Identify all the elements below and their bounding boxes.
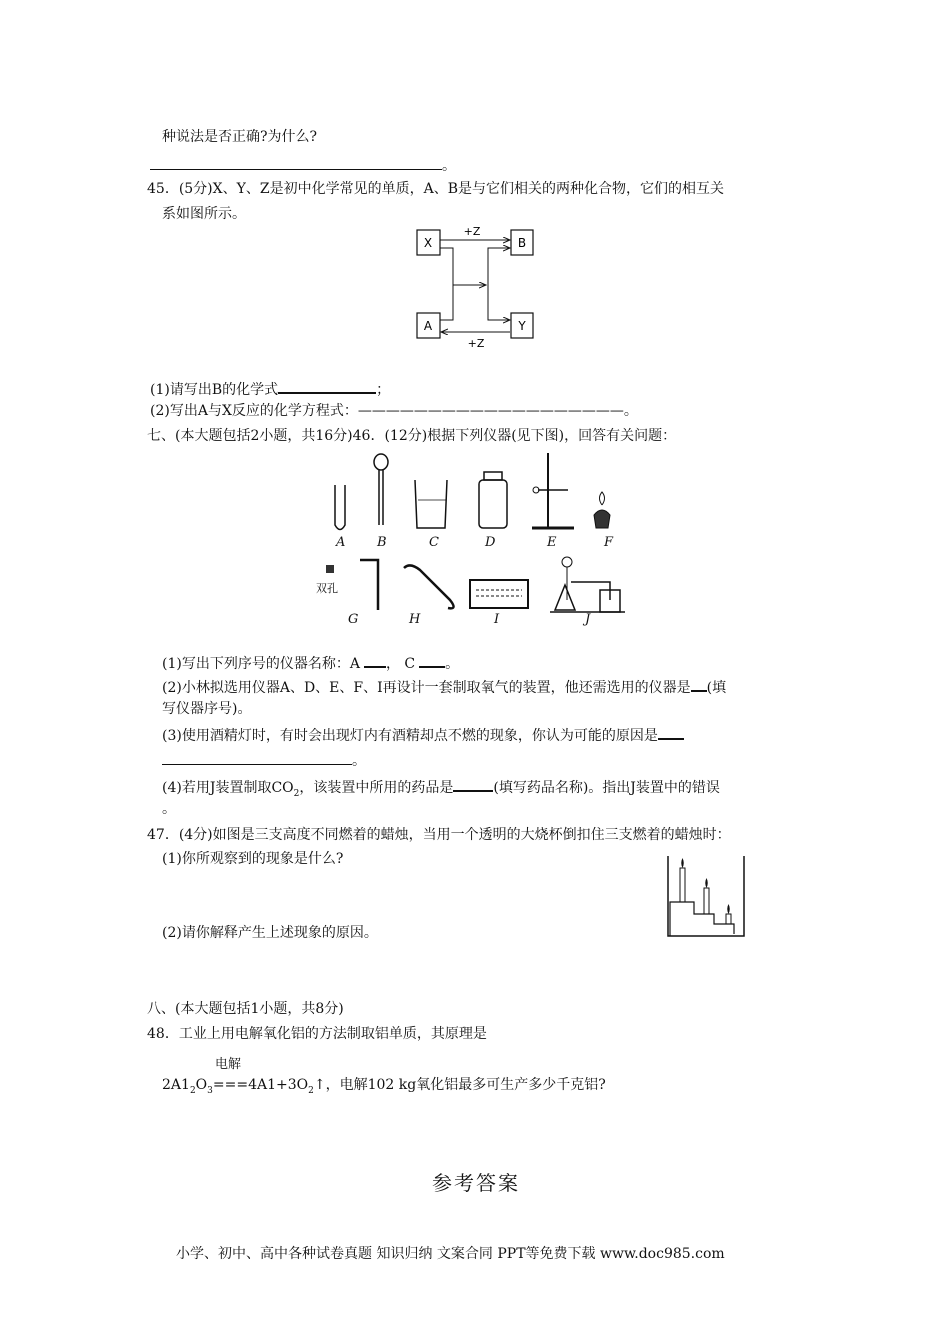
q47-sub1: (1)你所观察到的现象是什么? xyxy=(162,851,344,867)
q44-line: 种说法是否正确?为什么? xyxy=(162,129,318,145)
q45-line1: 45．(5分)X、Y、Z是初中化学常见的单质，A、B是与它们相关的两种化合物，它们的相互关 xyxy=(147,181,724,197)
q46-sub2-line2: 写仪器序号)。 xyxy=(162,701,252,717)
q46-sub3-line2: 。 xyxy=(162,750,366,770)
q46-sub2: (2)小林拟选用仪器A、D、E、F、I再设计一套制取氧气的装置，他还需选用的仪器是 (填 xyxy=(162,676,726,697)
test-tube-icon xyxy=(335,485,345,530)
q46-sub4: (4)若用J装置制取$CO_2$，该装置中所用的药品是 (填写药品名称)。指出J装置中的错误 xyxy=(162,776,720,803)
label-e: E xyxy=(547,535,557,550)
bottom-arrow-label: +Z xyxy=(467,337,485,350)
long-neck-funnel-icon xyxy=(374,454,388,470)
box-x-label: X xyxy=(423,236,433,250)
q48-condition: 电解 xyxy=(215,1057,242,1072)
label-g: G xyxy=(348,612,359,627)
bent-tube-icon xyxy=(404,565,454,608)
q47-sub2: (2)请你解释产生上述现象的原因。 xyxy=(162,925,378,941)
footer: 小学、初中、高中各种试卷真题 知识归纳 文案合同 PPT等免费下载 www.doc985.com xyxy=(176,1246,725,1262)
glass-tube-icon xyxy=(360,560,378,610)
q46-sub1: (1)写出下列序号的仪器名称：A ， C 。 xyxy=(162,652,459,673)
q48-line: 48．工业上用电解氧化铝的方法制取铝单质，其原理是 xyxy=(147,1026,487,1042)
candle-short xyxy=(726,914,731,924)
box-y-label: Y xyxy=(518,319,526,333)
label-h: H xyxy=(409,612,421,627)
double-hole-stopper-icon xyxy=(326,565,334,573)
top-arrow-label: +Z xyxy=(463,225,481,238)
q47-line1: 47．(4分)如图是三支高度不同燃着的蜡烛，当用一个透明的大烧杯倒扣住三支燃着的蜡烛时： xyxy=(147,827,731,843)
section8-heading: 八、(本大题包括1小题，共8分) xyxy=(147,1001,344,1017)
q45-sub2: (2)写出A与X反应的化学方程式：———————————————————。 xyxy=(150,403,638,419)
candle-figure xyxy=(664,852,746,942)
q48-equation: $2A1_2O_3===4A1+3O_2↑$，电解102 kg氧化铝最多可生产多少千克铝? xyxy=(162,1077,606,1096)
label-f: F xyxy=(604,535,614,550)
q46-sub4-end: 。 xyxy=(162,801,176,817)
q45-sub1: (1)请写出B的化学式 ； xyxy=(150,378,390,399)
label-j: J xyxy=(585,612,591,627)
box-b-label: B xyxy=(517,236,527,250)
label-b: B xyxy=(377,535,387,550)
flame-icon xyxy=(727,904,730,914)
water-trough-icon xyxy=(470,580,528,608)
label-d: D xyxy=(485,535,496,550)
answer-title: 参考答案 xyxy=(432,1171,520,1195)
beaker-icon xyxy=(415,480,447,528)
section7-heading: 七、(本大题包括2小题，共16分)46．(12分)根据下列仪器(见下图)，回答有关问题： xyxy=(147,428,677,444)
q45-line2: 系如图所示。 xyxy=(162,206,246,222)
flame-icon xyxy=(681,858,684,868)
flame-icon xyxy=(705,878,708,888)
steps xyxy=(670,902,734,936)
box-a-label: A xyxy=(423,319,433,333)
g-caption: 双孔 xyxy=(316,582,338,595)
label-a: A xyxy=(336,535,346,550)
candle-middle xyxy=(704,888,709,914)
q44-answer-line: 。 xyxy=(150,155,456,175)
q46-sub3: (3)使用酒精灯时，有时会出现灯内有酒精却点不燃的现象，你认为可能的原因是 xyxy=(162,724,684,745)
gas-generator-icon xyxy=(555,585,575,610)
label-c: C xyxy=(429,535,439,550)
label-i: I xyxy=(494,612,500,627)
alcohol-lamp-icon xyxy=(594,510,610,528)
candle-tall xyxy=(680,868,685,902)
wide-mouth-bottle-icon xyxy=(479,480,507,528)
relation-diagram xyxy=(410,220,550,350)
